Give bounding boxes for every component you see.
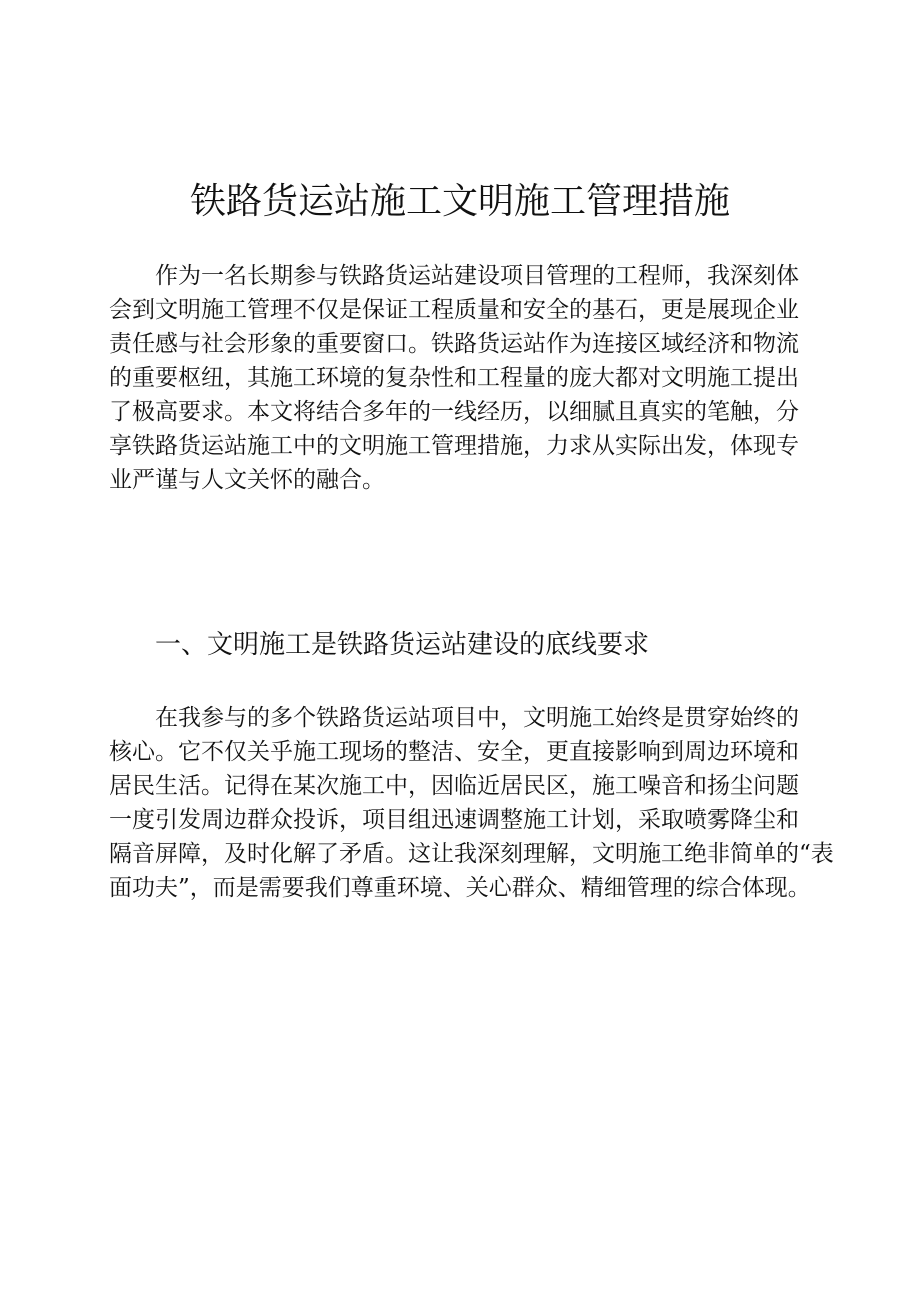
intro-line: 责任感与社会形象的重要窗口。铁路货运站作为连接区域经济和物流 <box>109 331 799 357</box>
intro-line: 了极高要求。本文将结合多年的一线经历，以细腻且真实的笔触，分 <box>109 399 799 425</box>
section-line: 面功夫”，而是需要我们尊重环境、关心群众、精细管理的综合体现。 <box>109 875 811 901</box>
section-line: 一度引发周边群众投诉，项目组迅速调整施工计划，采取喷雾降尘和 <box>109 807 799 833</box>
section-line: 核心。它不仅关乎施工现场的整洁、安全，更直接影响到周边环境和 <box>109 739 799 765</box>
intro-line: 享铁路货运站施工中的文明施工管理措施，力求从实际出发，体现专 <box>109 433 799 459</box>
document-title: 铁路货运站施工文明施工管理措施 <box>189 181 730 222</box>
section-paragraph <box>109 701 834 905</box>
intro-line: 会到文明施工管理不仅是保证工程质量和安全的基石，更是展现企业 <box>109 297 799 323</box>
section-line: 隔音屏障，及时化解了矛盾。这让我深刻理解，文明施工绝非简单的“表 <box>109 841 834 867</box>
intro-line: 业严谨与人文关怀的融合。 <box>109 467 385 493</box>
section-line: 居民生活。记得在某次施工中，因临近居民区，施工噪音和扬尘问题 <box>109 773 799 799</box>
intro-paragraph <box>109 259 813 497</box>
intro-line: 作为一名长期参与铁路货运站建设项目管理的工程师，我深刻体 <box>109 263 799 289</box>
section-line: 在我参与的多个铁路货运站项目中，文明施工始终是贯穿始终的 <box>109 705 799 731</box>
intro-line: 的重要枢纽，其施工环境的复杂性和工程量的庞大都对文明施工提出 <box>109 365 799 391</box>
section-heading: 一、文明施工是铁路货运站建设的底线要求 <box>155 630 650 660</box>
